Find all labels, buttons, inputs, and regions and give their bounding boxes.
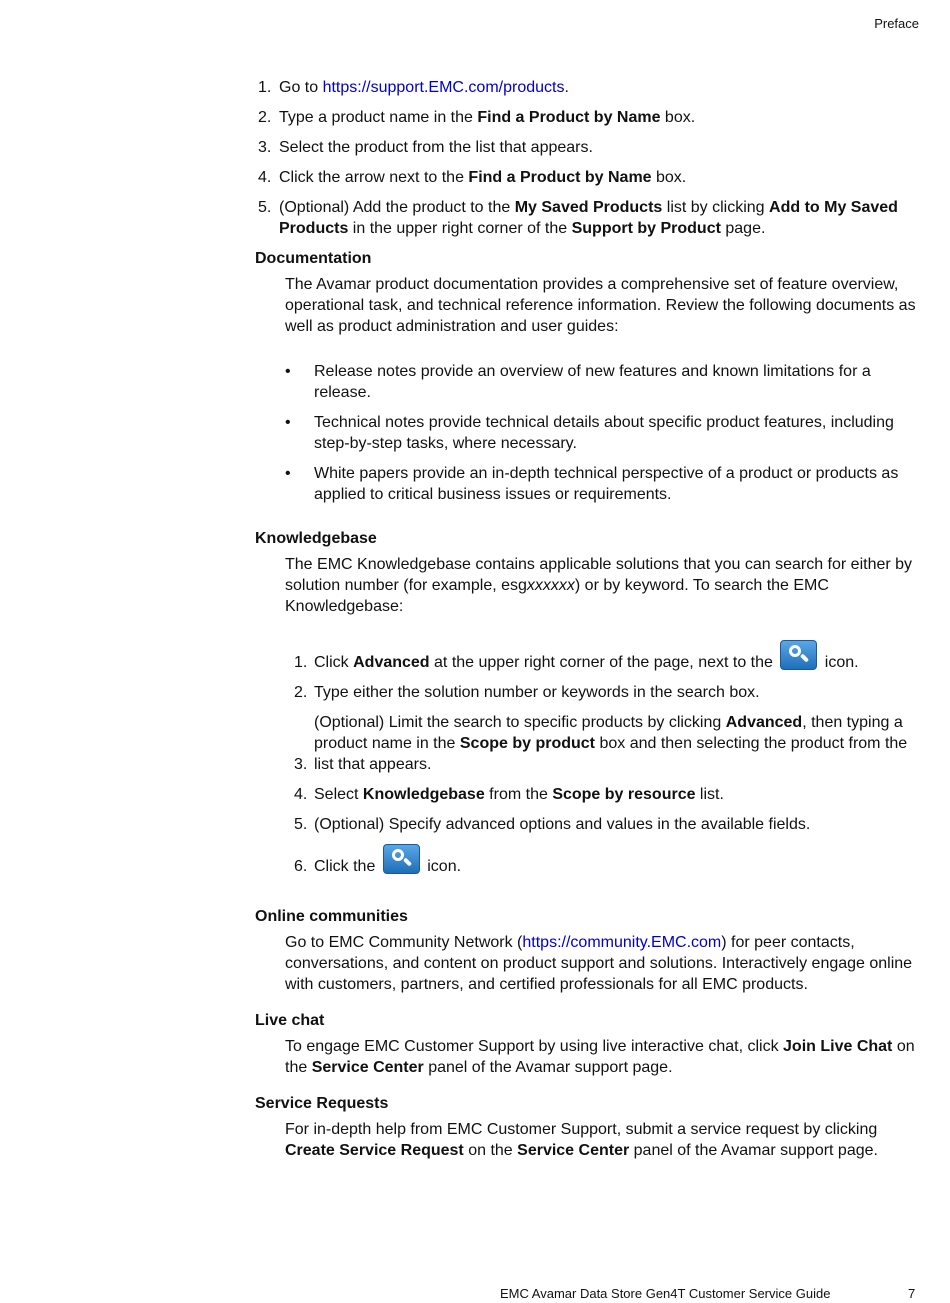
documentation-bullets <box>285 361 925 514</box>
text-run: The EMC Knowledgebase contains applicable solutions that you can search for either by solution number (for example, esg <box>285 556 913 594</box>
ui-term: Service Center <box>311 1059 424 1076</box>
ui-term: Find a Product by Name <box>477 109 661 126</box>
text-run: icon. <box>422 858 462 875</box>
step-text <box>314 816 810 833</box>
text-run: on the <box>285 1038 915 1076</box>
step-number: 5. <box>294 816 308 833</box>
live-chat-heading: Live chat <box>255 1012 325 1029</box>
text-run: from the <box>484 786 553 803</box>
step-text <box>279 199 898 237</box>
service-requests-heading: Service Requests <box>255 1095 389 1112</box>
text-run: panel of the Avamar support page. <box>629 1142 878 1159</box>
text-run: For in-depth help from EMC Customer Support, submit a service request by clicking <box>285 1121 878 1138</box>
text-run: , then typing a product name in the <box>314 714 903 752</box>
documentation-heading: Documentation <box>255 250 372 267</box>
text-run: Type a product name in the <box>279 109 478 126</box>
ui-term: Advanced <box>353 654 430 671</box>
online-communities-body <box>285 932 925 995</box>
ui-term: Knowledgebase <box>362 786 485 803</box>
ui-term: Scope by product <box>459 735 595 752</box>
ui-term: My Saved Products <box>514 199 663 216</box>
product-step <box>258 167 928 188</box>
bullet-marker: • <box>285 465 291 482</box>
bullet-marker: • <box>285 414 291 431</box>
text-run: Type either the solution number or keywords in the search box. <box>314 684 760 701</box>
text-run: Go to <box>279 79 323 96</box>
product-step <box>258 197 928 239</box>
text-run: (Optional) Add the product to the <box>279 199 515 216</box>
text-run: Select <box>314 786 363 803</box>
step-number: 3. <box>258 139 272 156</box>
step-number: 2. <box>294 684 308 701</box>
text-run: (Optional) Limit the search to specific products by clicking <box>314 714 726 731</box>
step-number: 1. <box>294 654 308 671</box>
text-run: list. <box>695 786 724 803</box>
knowledgebase-step <box>294 844 924 877</box>
text-run: Select the product from the list that appears. <box>279 139 593 156</box>
knowledgebase-intro <box>285 554 925 617</box>
bullet-item <box>285 361 925 403</box>
text-run: page. <box>720 220 766 237</box>
step-number: 2. <box>258 109 272 126</box>
step-number: 1. <box>258 79 272 96</box>
step-text <box>314 684 760 701</box>
magnifier-handle <box>403 857 412 866</box>
step-number: 3. <box>294 756 308 773</box>
text-run: panel of the Avamar support page. <box>423 1059 673 1076</box>
text-run: Go to EMC Community Network ( <box>285 934 523 951</box>
product-step <box>258 77 928 98</box>
product-steps-list <box>258 77 928 248</box>
bullet-text: Technical notes provide technical details about specific product features, including step-by-step tasks, where necessary. <box>314 414 894 452</box>
knowledgebase-step <box>294 712 924 775</box>
search-icon <box>383 844 420 874</box>
step-text <box>279 139 593 156</box>
step-text <box>314 858 461 875</box>
step-number: 4. <box>294 786 308 803</box>
ui-term: Support by Product <box>571 220 721 237</box>
text-run: at the upper right corner of the page, next to the <box>429 654 778 671</box>
text-run: Click <box>314 654 354 671</box>
step-number: 6. <box>294 858 308 875</box>
text-run: Click the arrow next to the <box>279 169 469 186</box>
text-run: box. <box>651 169 687 186</box>
documentation-intro: The Avamar product documentation provides a comprehensive set of feature overview, operational task, and technical reference information. Review the following documents as well as product administration and user guides: <box>285 276 916 335</box>
product-step <box>258 107 928 128</box>
ui-term: Add to My Saved Products <box>279 199 898 237</box>
knowledgebase-heading: Knowledgebase <box>255 530 377 547</box>
knowledgebase-step <box>294 814 924 835</box>
text-run: box. <box>660 109 696 126</box>
magnifier-lens <box>392 849 404 861</box>
service-requests-body <box>285 1119 925 1161</box>
step-text <box>314 654 859 671</box>
text-run: list by clicking <box>662 199 770 216</box>
search-icon <box>780 640 817 670</box>
live-chat-body <box>285 1036 925 1078</box>
step-number: 5. <box>258 199 272 216</box>
text-run: in the upper right corner of the <box>348 220 572 237</box>
step-text <box>314 714 907 773</box>
bullet-item <box>285 412 925 454</box>
bullet-text: White papers provide an in-depth technical perspective of a product or products as applied to critical business issues or requirements. <box>314 465 899 503</box>
text-run: . <box>564 79 569 96</box>
page-number: 7 <box>908 1286 916 1301</box>
step-text <box>279 109 695 126</box>
url-link[interactable]: https://community.EMC.com <box>522 934 722 951</box>
placeholder-term: xxxxxx <box>526 577 575 594</box>
text-run: box and then selecting the product from the list that appears. <box>314 735 908 773</box>
ui-term: Advanced <box>725 714 803 731</box>
ui-term: Join Live Chat <box>783 1038 893 1055</box>
step-number: 4. <box>258 169 272 186</box>
step-text <box>279 79 569 96</box>
text-run: icon. <box>820 654 859 671</box>
text-run: Click the <box>314 858 380 875</box>
ui-term: Create Service Request <box>285 1142 464 1159</box>
knowledgebase-step <box>294 784 924 805</box>
knowledgebase-steps-list <box>294 640 924 886</box>
ui-term: Service Center <box>517 1142 630 1159</box>
ui-term: Scope by resource <box>552 786 696 803</box>
text-run: ) for peer contacts, conversations, and content on product support and solutions. Interactively engage online with customers, partners, and certified professionals for all EMC products. <box>285 934 913 993</box>
footer-title: EMC Avamar Data Store Gen4T Customer Service Guide <box>500 1286 831 1301</box>
text-run: on the <box>463 1142 518 1159</box>
bullet-marker: • <box>285 363 291 380</box>
text-run: To engage EMC Customer Support by using live interactive chat, click <box>285 1038 784 1055</box>
step-text <box>314 786 724 803</box>
bullet-item <box>285 463 925 505</box>
ui-term: Find a Product by Name <box>468 169 652 186</box>
text-run: ) or by keyword. To search the EMC Knowledgebase: <box>285 577 829 615</box>
bullet-text: Release notes provide an overview of new features and known limitations for a release. <box>314 363 871 401</box>
magnifier-handle <box>800 653 809 662</box>
url-link[interactable]: https://support.EMC.com/products <box>322 79 565 96</box>
step-text <box>279 169 686 186</box>
text-run: (Optional) Specify advanced options and values in the available fields. <box>314 816 811 833</box>
knowledgebase-step <box>294 682 924 703</box>
running-header: Preface <box>874 16 919 31</box>
product-step <box>258 137 928 158</box>
online-communities-heading: Online communities <box>255 908 408 925</box>
knowledgebase-step <box>294 640 924 673</box>
